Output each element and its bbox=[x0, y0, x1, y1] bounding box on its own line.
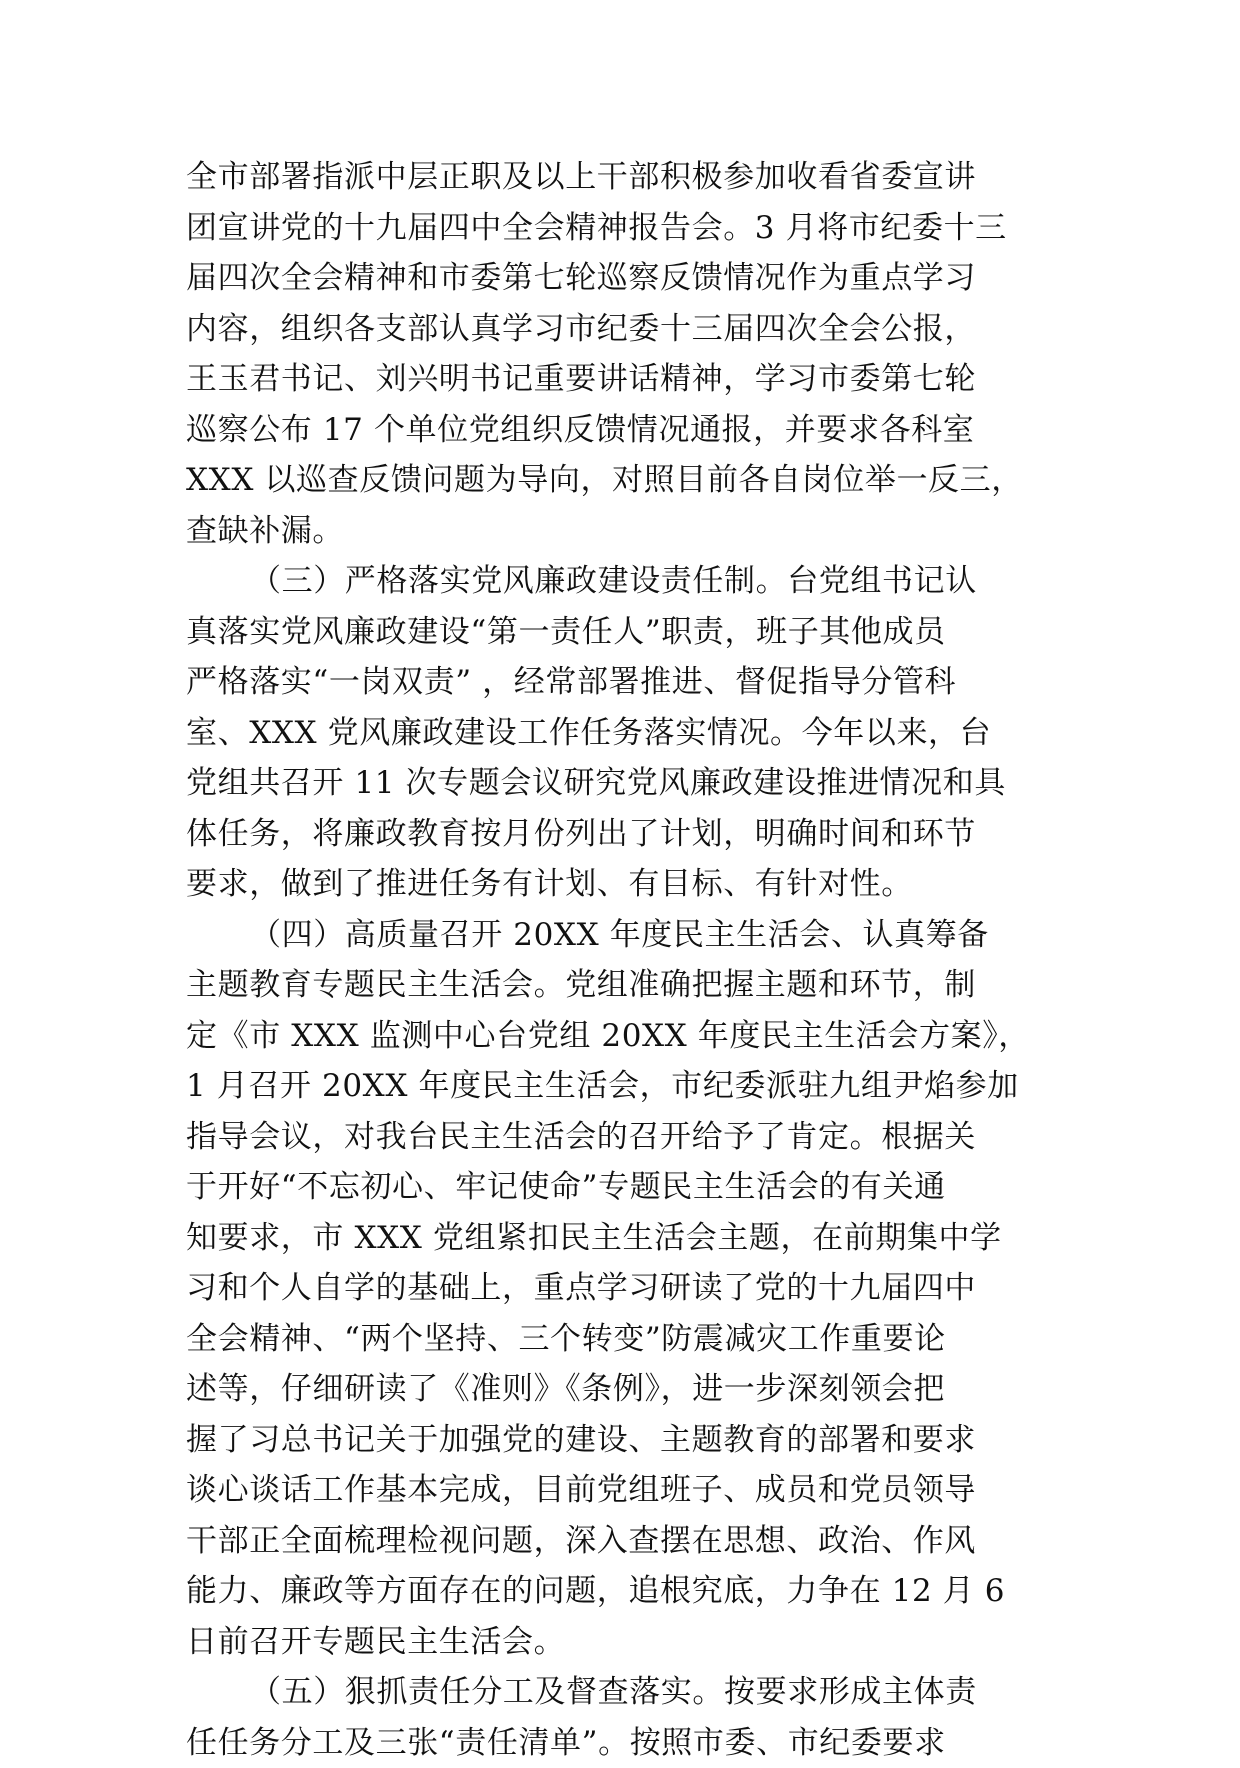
text-line: 习和个人自学的基础上，重点学习研读了党的十九届四中 bbox=[186, 1263, 1086, 1314]
text-line: 全市部署指派中层正职及以上干部积极参加收看省委宣讲 bbox=[186, 152, 1086, 203]
text-line: 握了习总书记关于加强党的建设、主题教育的部署和要求 bbox=[186, 1415, 1086, 1466]
text-line: 谈心谈话工作基本完成，目前党组班子、成员和党员领导 bbox=[186, 1465, 1086, 1516]
text-line: 内容，组织各支部认真学习市纪委十三届四次全会公报， bbox=[186, 304, 1086, 355]
text-line: 查缺补漏。 bbox=[186, 506, 1086, 557]
text-line: 能力、廉政等方面存在的问题，追根究底，力争在 12 月 6 bbox=[186, 1566, 1086, 1617]
text-line: 严格落实“一岗双责” ，经常部署推进、督促指导分管科 bbox=[186, 657, 1086, 708]
section-heading-line: （五）狠抓责任分工及督查落实。按要求形成主体责 bbox=[186, 1667, 1086, 1718]
text-line: 述等，仔细研读了《准则》《条例》，进一步深刻领会把 bbox=[186, 1364, 1086, 1415]
text-line: 室、XXX 党风廉政建设工作任务落实情况。今年以来，台 bbox=[186, 708, 1086, 759]
text-line: 日前召开专题民主生活会。 bbox=[186, 1617, 1086, 1668]
text-line: 主题教育专题民主生活会。党组准确把握主题和环节，制 bbox=[186, 960, 1086, 1011]
text-line: 1 月召开 20XX 年度民主生活会，市纪委派驻九组尹焰参加 bbox=[186, 1061, 1086, 1112]
text-line: XXX 以巡查反馈问题为导向，对照目前各自岗位举一反三， bbox=[186, 455, 1086, 506]
document-body bbox=[186, 152, 1086, 1768]
text-line: 王玉君书记、刘兴明书记重要讲话精神，学习市委第七轮 bbox=[186, 354, 1086, 405]
text-line: 体任务，将廉政教育按月份列出了计划，明确时间和环节 bbox=[186, 809, 1086, 860]
text-line: 团宣讲党的十九届四中全会精神报告会。3 月将市纪委十三 bbox=[186, 203, 1086, 254]
text-line: 全会精神、“两个坚持、三个转变”防震减灾工作重要论 bbox=[186, 1314, 1086, 1365]
text-line: 届四次全会精神和市委第七轮巡察反馈情况作为重点学习 bbox=[186, 253, 1086, 304]
text-line: 指导会议，对我台民主生活会的召开给予了肯定。根据关 bbox=[186, 1112, 1086, 1163]
text-line: 真落实党风廉政建设“第一责任人”职责，班子其他成员 bbox=[186, 607, 1086, 658]
text-line: 于开好“不忘初心、牢记使命”专题民主生活会的有关通 bbox=[186, 1162, 1086, 1213]
text-line: 任任务分工及三张“责任清单”。按照市委、市纪委要求 bbox=[186, 1718, 1086, 1768]
text-line: 干部正全面梳理检视问题，深入查摆在思想、政治、作风 bbox=[186, 1516, 1086, 1567]
text-line: 知要求，市 XXX 党组紧扣民主生活会主题，在前期集中学 bbox=[186, 1213, 1086, 1264]
text-line: 定《市 XXX 监测中心台党组 20XX 年度民主生活会方案》， bbox=[186, 1011, 1086, 1062]
section-heading-line: （三）严格落实党风廉政建设责任制。台党组书记认 bbox=[186, 556, 1086, 607]
text-line: 巡察公布 17 个单位党组织反馈情况通报，并要求各科室 bbox=[186, 405, 1086, 456]
text-line: 要求，做到了推进任务有计划、有目标、有针对性。 bbox=[186, 859, 1086, 910]
text-line: 党组共召开 11 次专题会议研究党风廉政建设推进情况和具 bbox=[186, 758, 1086, 809]
section-heading-line: （四）高质量召开 20XX 年度民主生活会、认真筹备 bbox=[186, 910, 1086, 961]
